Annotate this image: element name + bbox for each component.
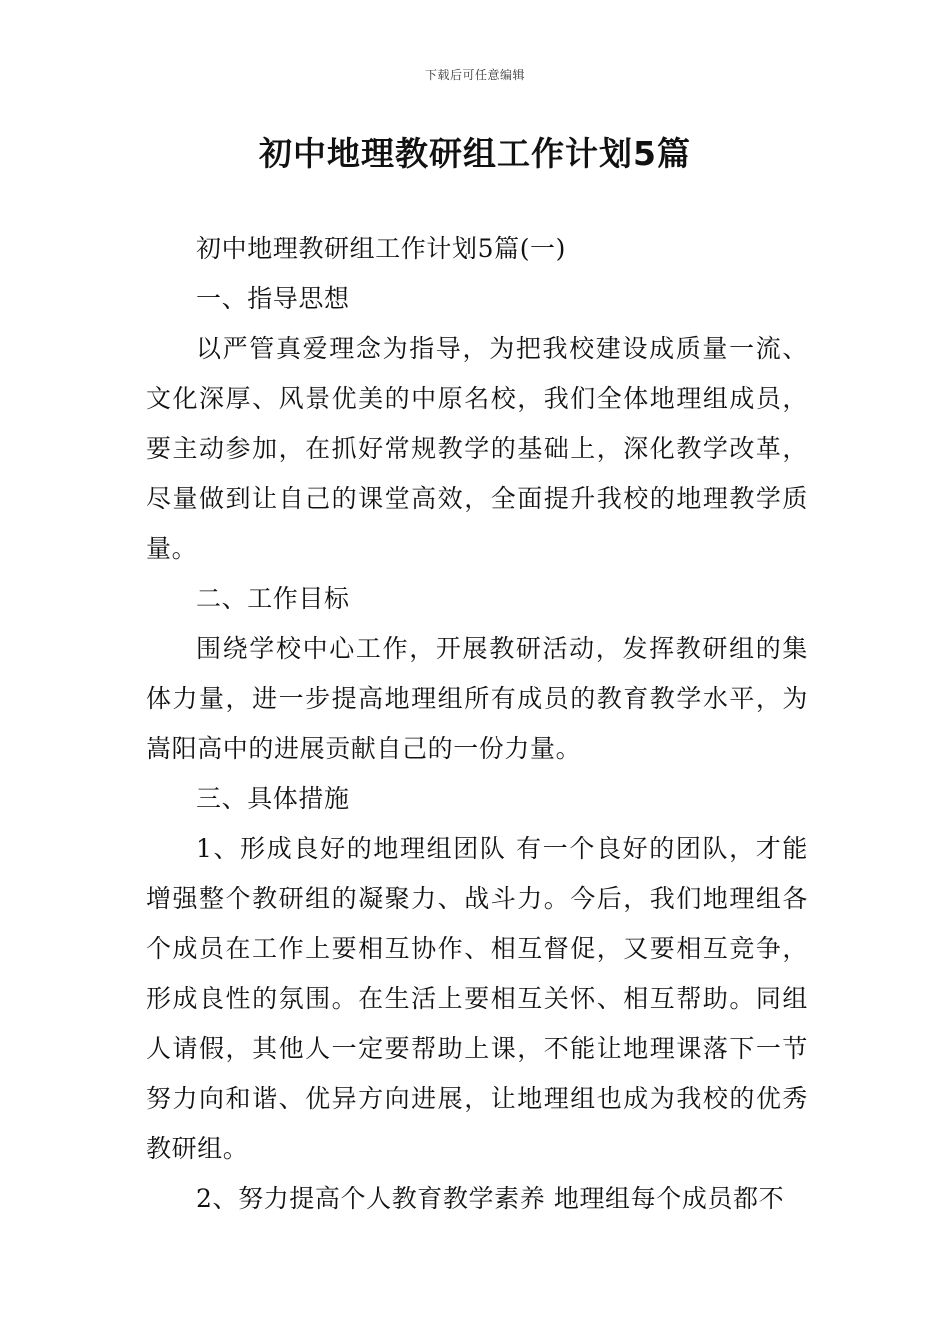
document-title: 初中地理教研组工作计划5篇 (259, 134, 691, 173)
paragraph-guiding-ideology: 以严管真爱理念为指导，为把我校建设成质量一流、文化深厚、风景优美的中原名校，我们全体地理组成员，要主动参加，在抓好常规教学的基础上，深化教学改革，尽量做到让自己的课堂高效，全面提升我校的地理教学质量。 (146, 334, 808, 563)
paragraph-work-goals: 围绕学校中心工作，开展教研活动，发挥教研组的集体力量，进一步提高地理组所有成员的教育教学水平，为嵩阳高中的进展贡献自己的一份力量。 (146, 634, 808, 763)
heading-guiding-ideology: 一、指导思想 (196, 284, 350, 313)
heading-specific-measures: 三、具体措施 (196, 784, 350, 813)
header-note: 下载后可任意编辑 (424, 68, 525, 82)
paragraph-measure-1: 1、形成良好的地理组团队 有一个良好的团队，才能增强整个教研组的凝聚力、战斗力。今后，我们地理组各个成员在工作上要相互协作、相互督促，又要相互竞争，形成良性的氛围。在生活上要相互关怀、相互帮助。同组人请假，其他人一定要帮助上课，不能让地理课落下一节努力向和谐、优异方向进展，让地理组也成为我校的优秀教研组。 (146, 834, 808, 1163)
document-body (146, 224, 808, 1224)
paragraph-measure-2: 2、努力提高个人教育教学素养 地理组每个成员都不 (196, 1184, 785, 1213)
heading-work-goals: 二、工作目标 (196, 584, 350, 613)
section-heading: 初中地理教研组工作计划5篇(一) (196, 234, 567, 263)
